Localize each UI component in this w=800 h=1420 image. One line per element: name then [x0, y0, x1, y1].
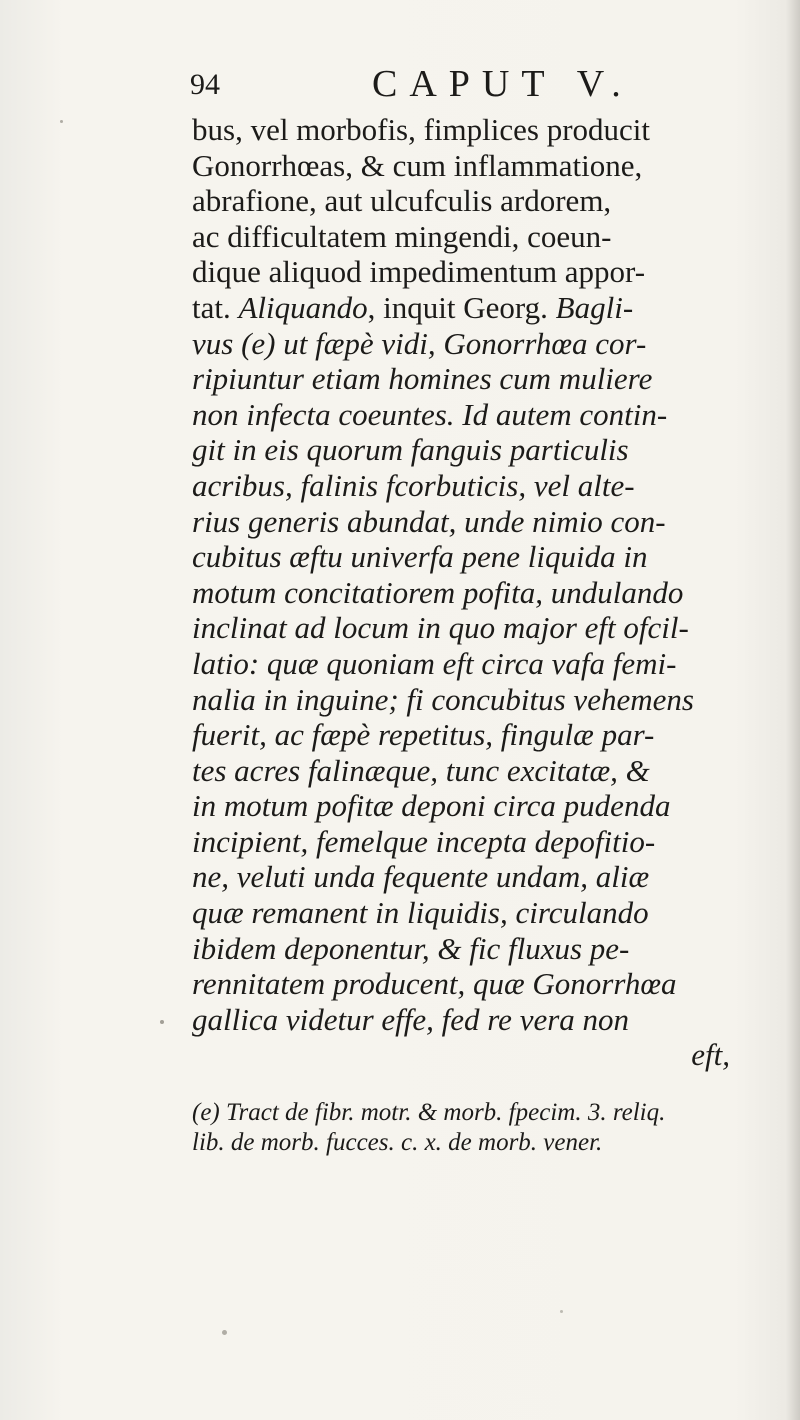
- text-line: Gonorrhœas, & cum inflammatione,: [192, 147, 643, 183]
- text-line: ac difficultatem mingendi, coeun-: [192, 218, 612, 254]
- text-line: dique aliquod impedimentum appor-: [192, 254, 646, 290]
- text-line: acribus, falinis fcorbuticis, vel alte-: [192, 467, 635, 503]
- text-line: tes acres falinæque, tunc excitatæ, &: [192, 752, 650, 788]
- footnote-line: (e) Tract de fibr. motr. & morb. fpecim. 3. reliq.: [192, 1099, 666, 1126]
- text-line: cubitus æftu univerfa pene liquida in: [192, 539, 648, 575]
- text-line: vus (e) ut fæpè vidi, Gonorrhœa cor-: [192, 325, 647, 361]
- text-line: rius generis abundat, unde nimio con-: [192, 503, 666, 539]
- text-line: rennitatem producent, quæ Gonorrhœa: [192, 966, 677, 1002]
- text-line: non infecta coeuntes. Id autem contin-: [192, 396, 668, 432]
- page-header: [190, 62, 750, 112]
- catchword: eft,: [691, 1037, 730, 1073]
- running-head: CAPUT V.: [372, 63, 633, 105]
- text-fragment: tat.: [192, 289, 239, 325]
- page-edge-shadow: [786, 0, 800, 1420]
- text-line: git in eis quorum fanguis particulis: [192, 432, 629, 468]
- text-fragment: Bagli-: [555, 289, 634, 325]
- text-line: incipient, femelque incepta depofitio-: [192, 823, 656, 859]
- text-line: abrafione, aut ulcufculis ardorem,: [192, 183, 612, 219]
- text-line: ne, veluti unda fequente undam, aliæ: [192, 859, 650, 895]
- text-line: inclinat ad locum in quo major eft ofcil-: [192, 610, 689, 646]
- text-fragment: , inquit Georg.: [367, 289, 556, 325]
- ink-speck: [60, 120, 63, 123]
- text-fragment: Aliquando: [238, 289, 368, 325]
- text-line: latio: quæ quoniam eft circa vafa femi-: [192, 645, 677, 681]
- text-line: gallica videtur effe, fed re vera non: [192, 1001, 630, 1037]
- text-line: motum concitatiorem pofita, undulando: [192, 574, 684, 610]
- page-number: 94: [190, 68, 220, 101]
- ink-speck: [560, 1310, 563, 1313]
- text-line: [192, 290, 770, 326]
- text-line: ibidem deponentur, & fic fluxus pe-: [192, 930, 630, 966]
- text-line: ripiuntur etiam homines cum muliere: [192, 361, 653, 397]
- text-line: in motum pofitæ deponi circa pudenda: [192, 788, 671, 824]
- body-text: [192, 112, 770, 1073]
- footnote-line: lib. de morb. fucces. c. x. de morb. vener.: [192, 1129, 603, 1156]
- text-line: nalia in inguine; fi concubitus vehemens: [192, 681, 694, 717]
- footnote: [192, 1098, 770, 1158]
- ink-speck: [160, 1020, 164, 1024]
- text-line: fuerit, ac fæpè repetitus, fingulæ par-: [192, 717, 655, 753]
- ink-speck: [222, 1330, 227, 1335]
- text-line: bus, vel morbofis, fimplices producit: [192, 112, 651, 147]
- text-line: quæ remanent in liquidis, circulando: [192, 895, 649, 931]
